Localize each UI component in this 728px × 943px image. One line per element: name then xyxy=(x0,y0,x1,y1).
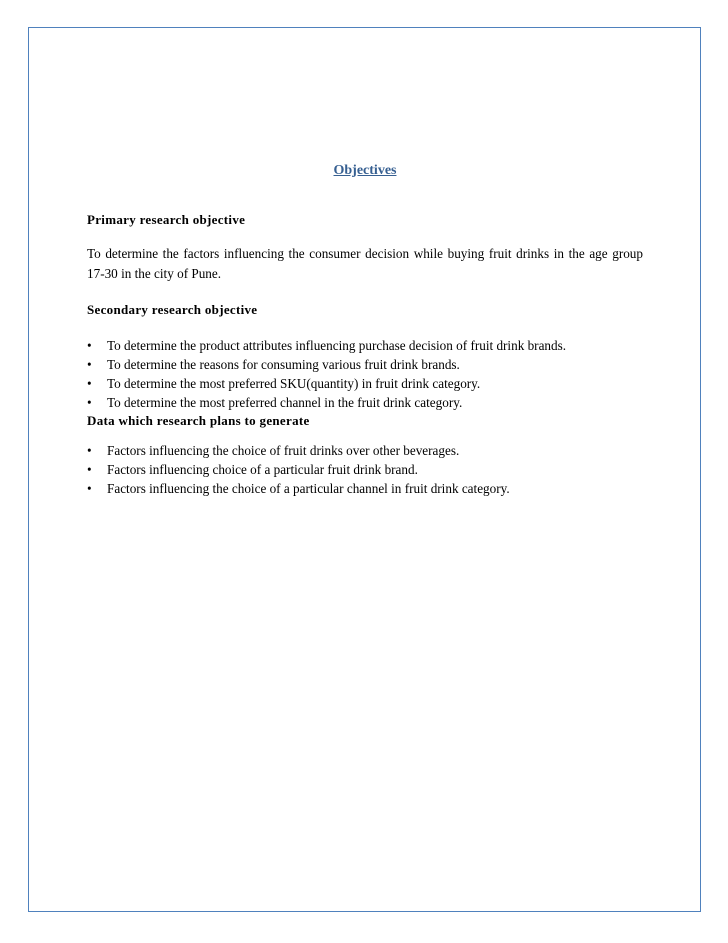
primary-objective-text: To determine the factors influencing the consumer decision while buying fruit drinks in the age group 17-30 in the city of Pune. xyxy=(87,246,643,281)
list-item: • Factors influencing the choice of fruit drinks over other beverages. xyxy=(87,443,460,458)
bullet-icon: • xyxy=(87,395,92,410)
bullet-icon: • xyxy=(87,462,92,477)
list-item: • To determine the most preferred SKU(quantity) in fruit drink category. xyxy=(87,376,481,391)
list-item: • Factors influencing the choice of a particular channel in fruit drink category. xyxy=(87,481,510,496)
secondary-objective-list xyxy=(87,336,566,412)
list-item: • To determine the most preferred channel in the fruit drink category. xyxy=(87,395,463,410)
bullet-icon: • xyxy=(87,338,92,353)
list-item: • To determine the product attributes influencing purchase decision of fruit drink brands. xyxy=(87,338,567,353)
secondary-objective-heading: Secondary research objective xyxy=(87,302,258,317)
data-generate-list xyxy=(87,441,510,498)
bullet-icon: • xyxy=(87,376,92,391)
data-generate-heading: Data which research plans to generate xyxy=(87,413,310,428)
page-title: Objectives xyxy=(333,163,397,178)
primary-objective-heading: Primary research objective xyxy=(87,212,246,227)
bullet-icon: • xyxy=(87,357,92,372)
list-item: • Factors influencing choice of a particular fruit drink brand. xyxy=(87,462,418,477)
bullet-icon: • xyxy=(87,481,92,496)
list-item: • To determine the reasons for consuming various fruit drink brands. xyxy=(87,357,460,372)
bullet-icon: • xyxy=(87,443,92,458)
